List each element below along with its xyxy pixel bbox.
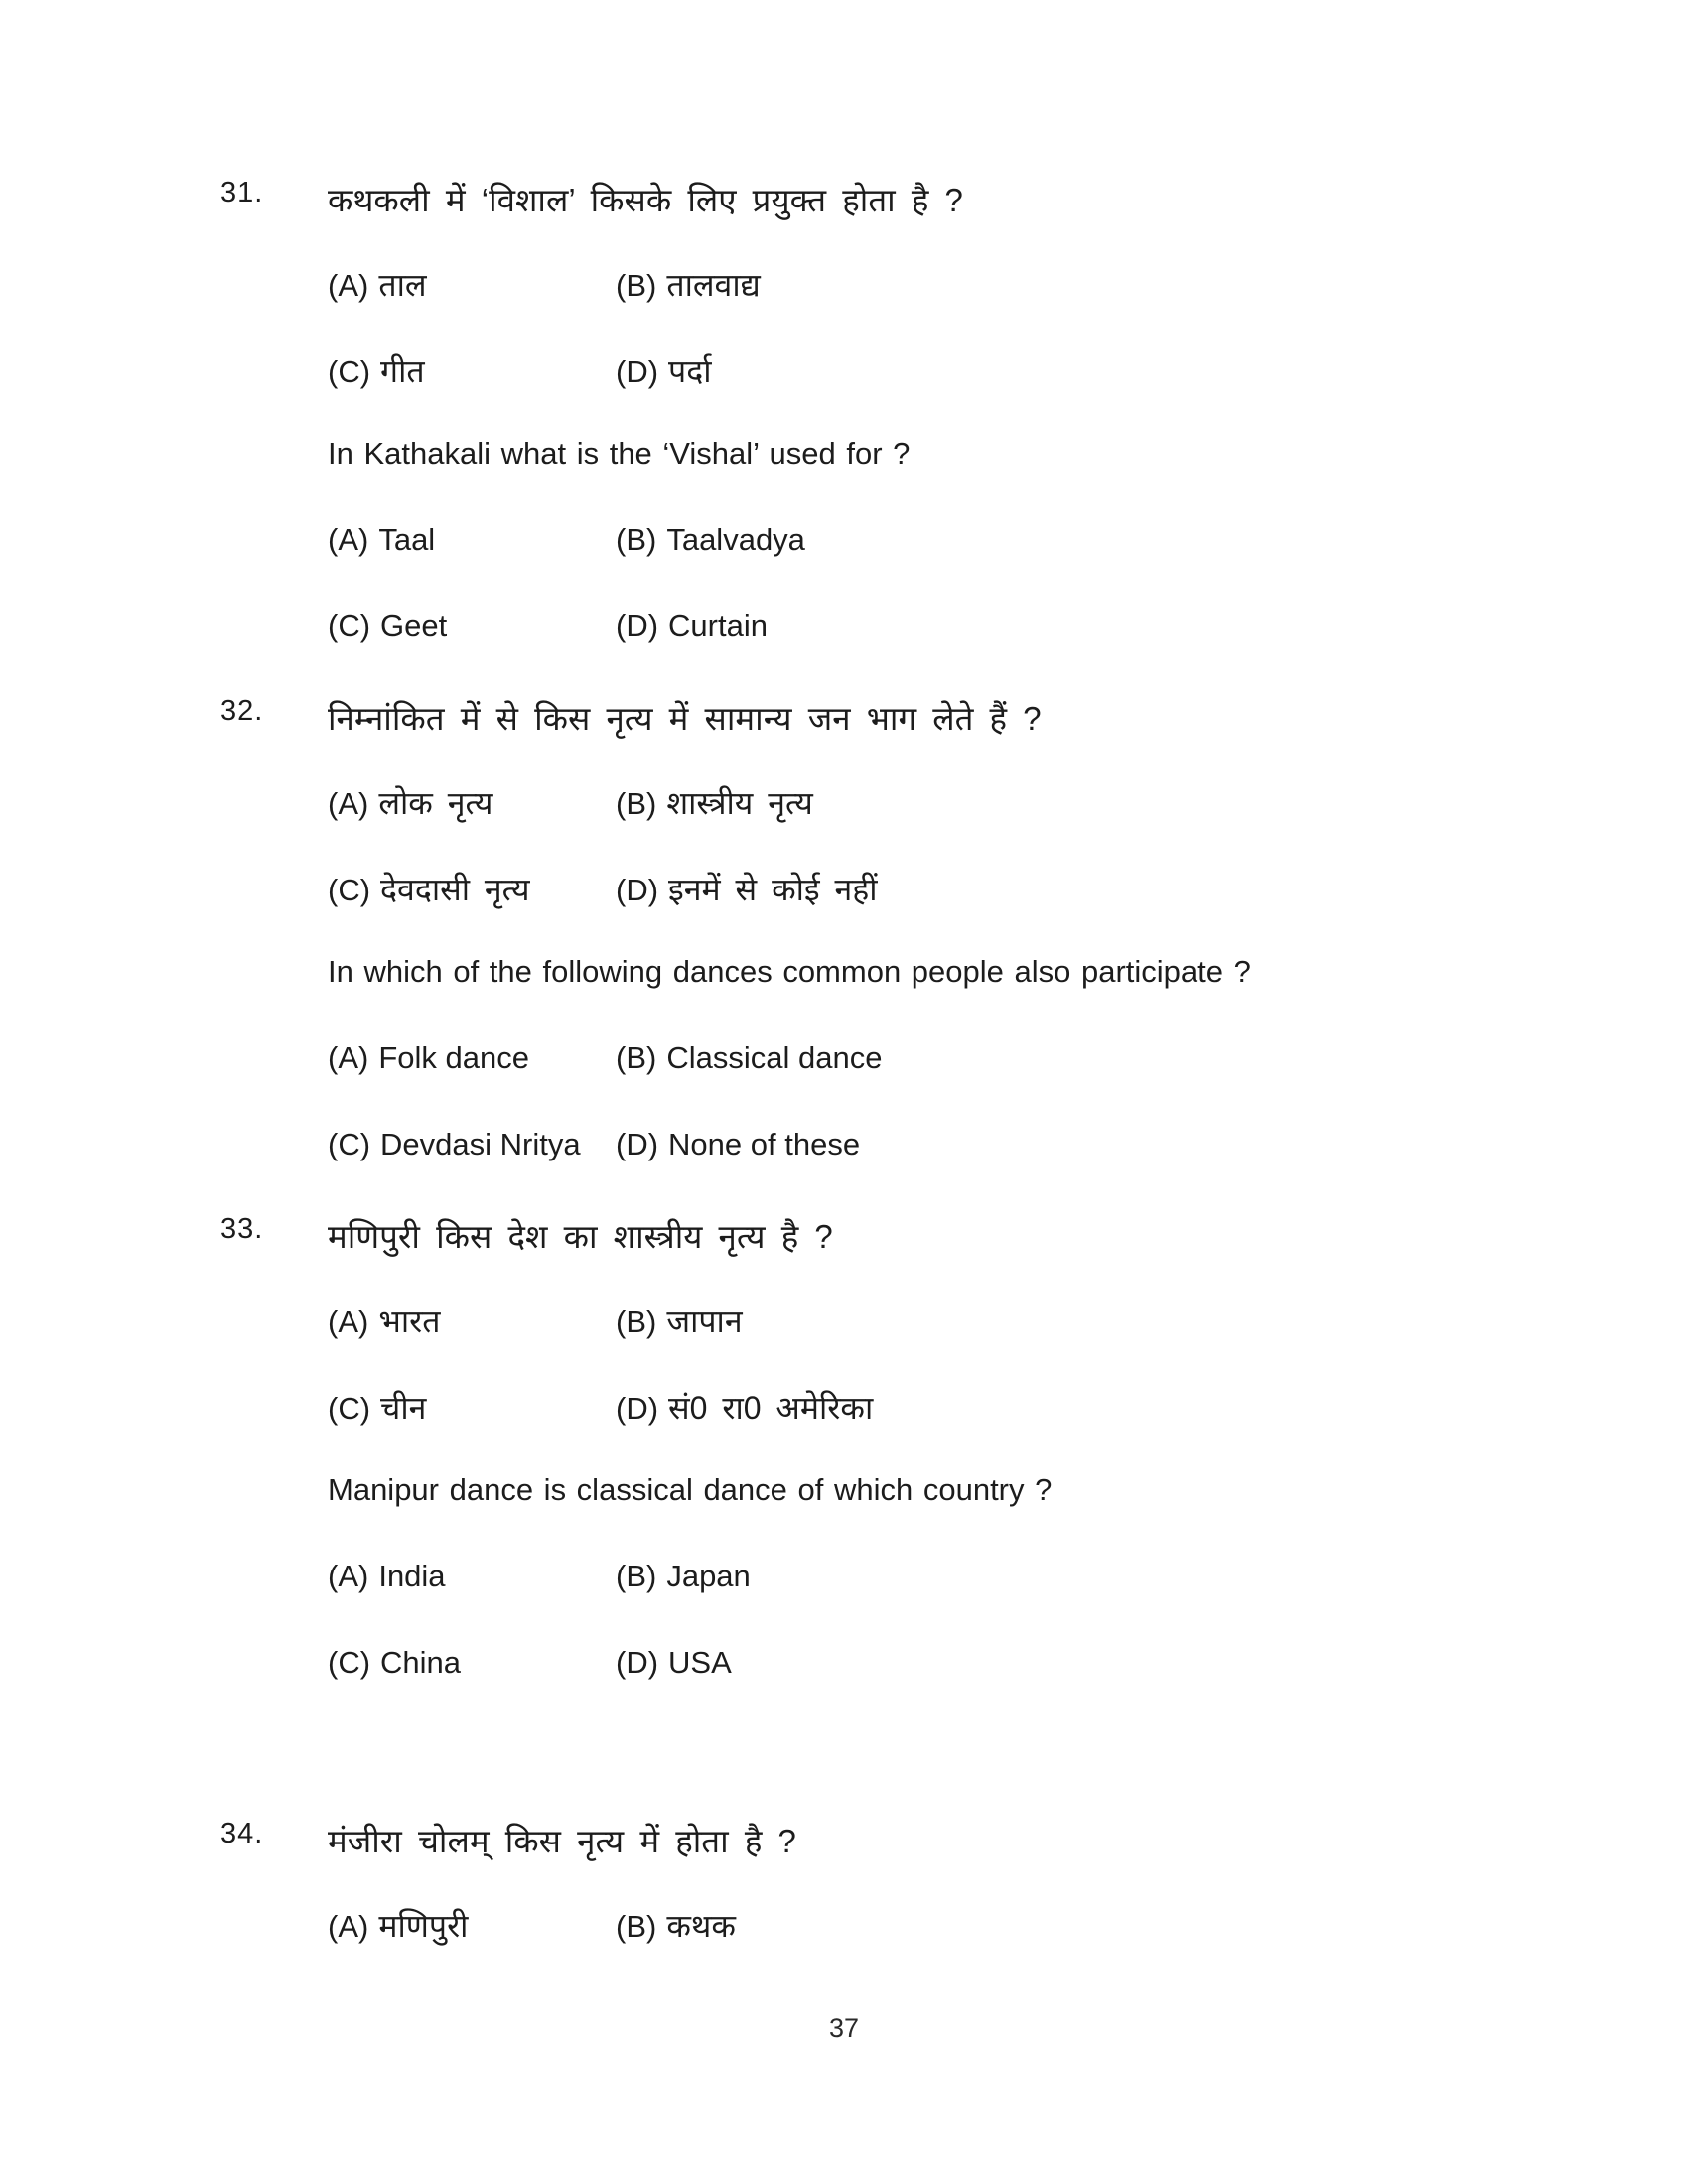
option-c-english [328,609,616,695]
option-label: (B) [616,1909,657,1944]
option-text: जापान [666,1303,743,1339]
option-label: (C) [328,354,371,389]
option-c-hindi [328,349,616,436]
question-line-english [0,1472,1688,1559]
option-text: देवदासी नृत्य [380,872,530,907]
option-text: Japan [666,1559,751,1593]
question-number: 33. [220,1213,264,1245]
option-row [0,1559,1688,1645]
option-text: Curtain [668,609,768,643]
option-text: लोक नृत्य [378,785,493,821]
option-row [0,1040,1688,1127]
option-b-hindi [616,1299,743,1386]
option-label: (D) [616,609,659,643]
block-gap [0,1731,1688,1818]
option-text: Taal [378,522,436,557]
option-row [0,1386,1688,1472]
option-c-english [328,1127,616,1213]
option-label: (D) [616,354,659,389]
option-text: शास्त्रीय नृत्य [666,785,813,821]
option-text: Taalvadya [666,522,805,557]
option-label: (D) [616,1645,659,1680]
question-block-33 [0,1213,1688,1731]
option-text: China [380,1645,462,1680]
option-d-hindi [616,349,712,436]
option-row [0,1127,1688,1213]
option-a-hindi [328,1904,616,1990]
option-text: Folk dance [378,1040,529,1075]
option-label: (D) [616,1127,659,1161]
option-row [0,522,1688,609]
option-b-english [616,1040,882,1127]
option-c-hindi [328,1386,616,1472]
option-row [0,1299,1688,1386]
option-label: (A) [328,1040,369,1075]
option-row [0,781,1688,868]
option-label: (A) [328,1304,369,1339]
option-label: (B) [616,522,657,557]
question-text-hindi: निम्नांकित में से किस नृत्य में सामान्य जन भाग लेते हैं ? [328,700,1042,737]
option-label: (C) [328,1645,371,1680]
option-b-hindi [616,263,761,349]
option-a-english [328,1040,616,1127]
option-label: (A) [328,1559,369,1593]
option-a-hindi [328,781,616,868]
option-a-english [328,522,616,609]
option-label: (A) [328,786,369,821]
question-text-hindi: मंजीरा चोलम् किस नृत्य में होता है ? [328,1823,796,1859]
question-line-english [0,436,1688,522]
option-b-hindi [616,781,813,868]
option-label: (C) [328,1391,371,1426]
option-label: (C) [328,609,371,643]
option-c-hindi [328,868,616,954]
option-text: कथक [666,1908,736,1944]
option-row [0,868,1688,954]
option-text: तालवाद्य [666,267,761,303]
question-line [0,695,1688,781]
question-block-32 [0,695,1688,1213]
option-text: मणिपुरी [378,1908,469,1944]
question-number: 31. [220,177,264,208]
option-label: (C) [328,1127,371,1161]
option-label: (B) [616,1040,657,1075]
option-label: (A) [328,522,369,557]
option-row [0,1645,1688,1731]
option-text: USA [668,1645,732,1680]
option-text: पर्दा [668,353,712,389]
question-text-english: In Kathakali what is the ‘Vishal’ used for ? [328,436,911,471]
question-block-34 [0,1818,1688,1990]
question-number: 32. [220,695,264,727]
option-label: (D) [616,873,659,907]
question-line [0,1213,1688,1299]
option-d-english [616,1127,860,1213]
option-b-hindi [616,1904,736,1990]
question-line-english [0,954,1688,1040]
option-label: (B) [616,1304,657,1339]
option-text: Devdasi Nritya [380,1127,581,1161]
option-row [0,263,1688,349]
option-text: ताल [378,267,427,303]
option-text: None of these [668,1127,861,1161]
question-line [0,1818,1688,1904]
question-text-hindi: मणिपुरी किस देश का शास्त्रीय नृत्य है ? [328,1218,833,1255]
option-label: (A) [328,268,369,303]
option-text: Classical dance [666,1040,883,1075]
option-b-english [616,522,805,609]
question-text-hindi: कथकली में ‘विशाल’ किसके लिए प्रयुक्त होता है ? [328,182,963,218]
option-text: India [378,1559,446,1593]
option-d-hindi [616,868,878,954]
option-d-hindi [616,1386,873,1472]
option-a-hindi [328,1299,616,1386]
question-block-31 [0,177,1688,695]
option-label: (C) [328,873,371,907]
question-text-english: In which of the following dances common people also participate ? [328,954,1251,989]
option-label: (B) [616,786,657,821]
option-d-english [616,1645,732,1731]
option-d-english [616,609,768,695]
option-a-english [328,1559,616,1645]
page-number: 37 [828,2013,860,2043]
option-label: (A) [328,1909,369,1944]
option-row [0,349,1688,436]
option-text: Geet [380,609,448,643]
option-label: (B) [616,1559,657,1593]
option-c-english [328,1645,616,1731]
option-label: (B) [616,268,657,303]
option-text: गीत [380,353,425,389]
option-text: भारत [378,1303,441,1339]
question-line [0,177,1688,263]
option-text: चीन [380,1390,427,1426]
question-number: 34. [220,1818,264,1849]
option-text: इनमें से कोई नहीं [668,872,878,907]
option-b-english [616,1559,751,1645]
questions-area [0,177,1688,1990]
option-text: सं0 रा0 अमेरिका [668,1390,874,1426]
question-text-english: Manipur dance is classical dance of which country ? [328,1472,1053,1507]
option-row [0,609,1688,695]
option-row [0,1904,1688,1990]
option-a-hindi [328,263,616,349]
option-label: (D) [616,1391,659,1426]
